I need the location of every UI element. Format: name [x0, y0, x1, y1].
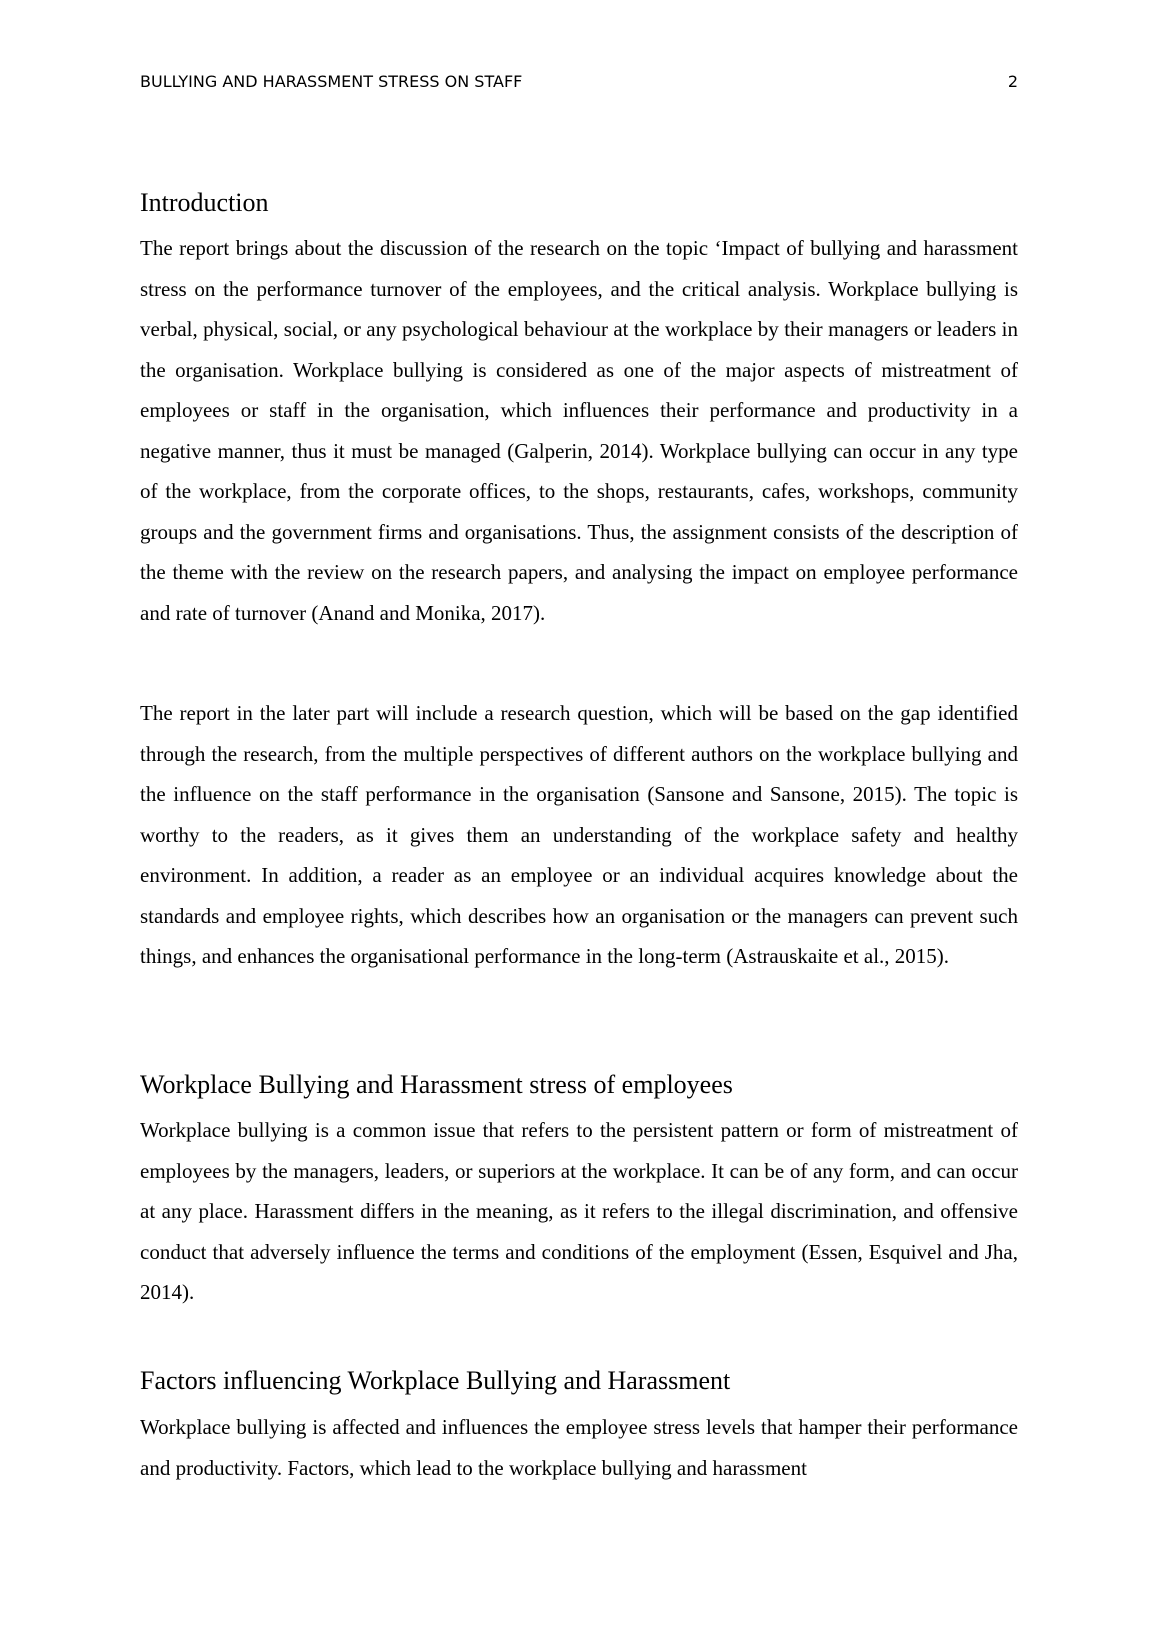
running-header	[140, 70, 1018, 94]
introduction-paragraph-1: The report brings about the discussion of the research on the topic ‘Impact of bullying and harassment stress on the performance turnover of the employees, and the critical analysis. Workplace bullying is verbal, physical, social, or any psychological behaviour at the workplace by their managers or leaders in the organisation. Workplace bullying is considered as one of the major aspects of mistreatment of employees or staff in the organisation, which influences their performance and productivity in a negative manner, thus it must be managed (Galperin, 2014). Workplace bullying can occur in any type of the workplace, from the corporate offices, to the shops, restaurants, cafes, workshops, community groups and the government firms and organisations. Thus, the assignment consists of the description of the theme with the review on the research papers, and analysing the impact on employee performance and rate of turnover (Anand and Monika, 2017).	[140, 236, 1018, 625]
introduction-paragraph-2: The report in the later part will include a research question, which will be based on the gap identified through the research, from the multiple perspectives of different authors on the workplace bullying and the influence on the staff performance in the organisation (Sansone and Sansone, 2015). The topic is worthy to the readers, as it gives them an understanding of the workplace safety and healthy environment. In addition, a reader as an employee or an individual acquires knowledge about the standards and employee rights, which describes how an organisation or the managers can prevent such things, and enhances the organisational performance in the long-term (Astrauskaite et al., 2015).	[140, 701, 1018, 968]
section-heading-introduction: Introduction	[140, 188, 269, 217]
page-number: 2	[1007, 72, 1018, 91]
section-heading-workplace-bullying: Workplace Bullying and Harassment stress of employees	[140, 1070, 733, 1099]
factors-paragraph: Workplace bullying is affected and influences the employee stress levels that hamper their performance and productivity. Factors, which lead to the workplace bullying and harassment	[140, 1415, 1018, 1480]
section-heading-factors: Factors influencing Workplace Bullying and Harassment	[140, 1366, 731, 1395]
running-title: BULLYING AND HARASSMENT STRESS ON STAFF	[140, 72, 523, 91]
workplace-bullying-paragraph: Workplace bullying is a common issue that refers to the persistent pattern or form of mistreatment of employees by the managers, leaders, or superiors at the workplace. It can be of any form, and can occur at any place. Harassment differs in the meaning, as it refers to the illegal discrimination, and offensive conduct that adversely influence the terms and conditions of the employment (Essen, Esquivel and Jha, 2014).	[140, 1118, 1018, 1304]
